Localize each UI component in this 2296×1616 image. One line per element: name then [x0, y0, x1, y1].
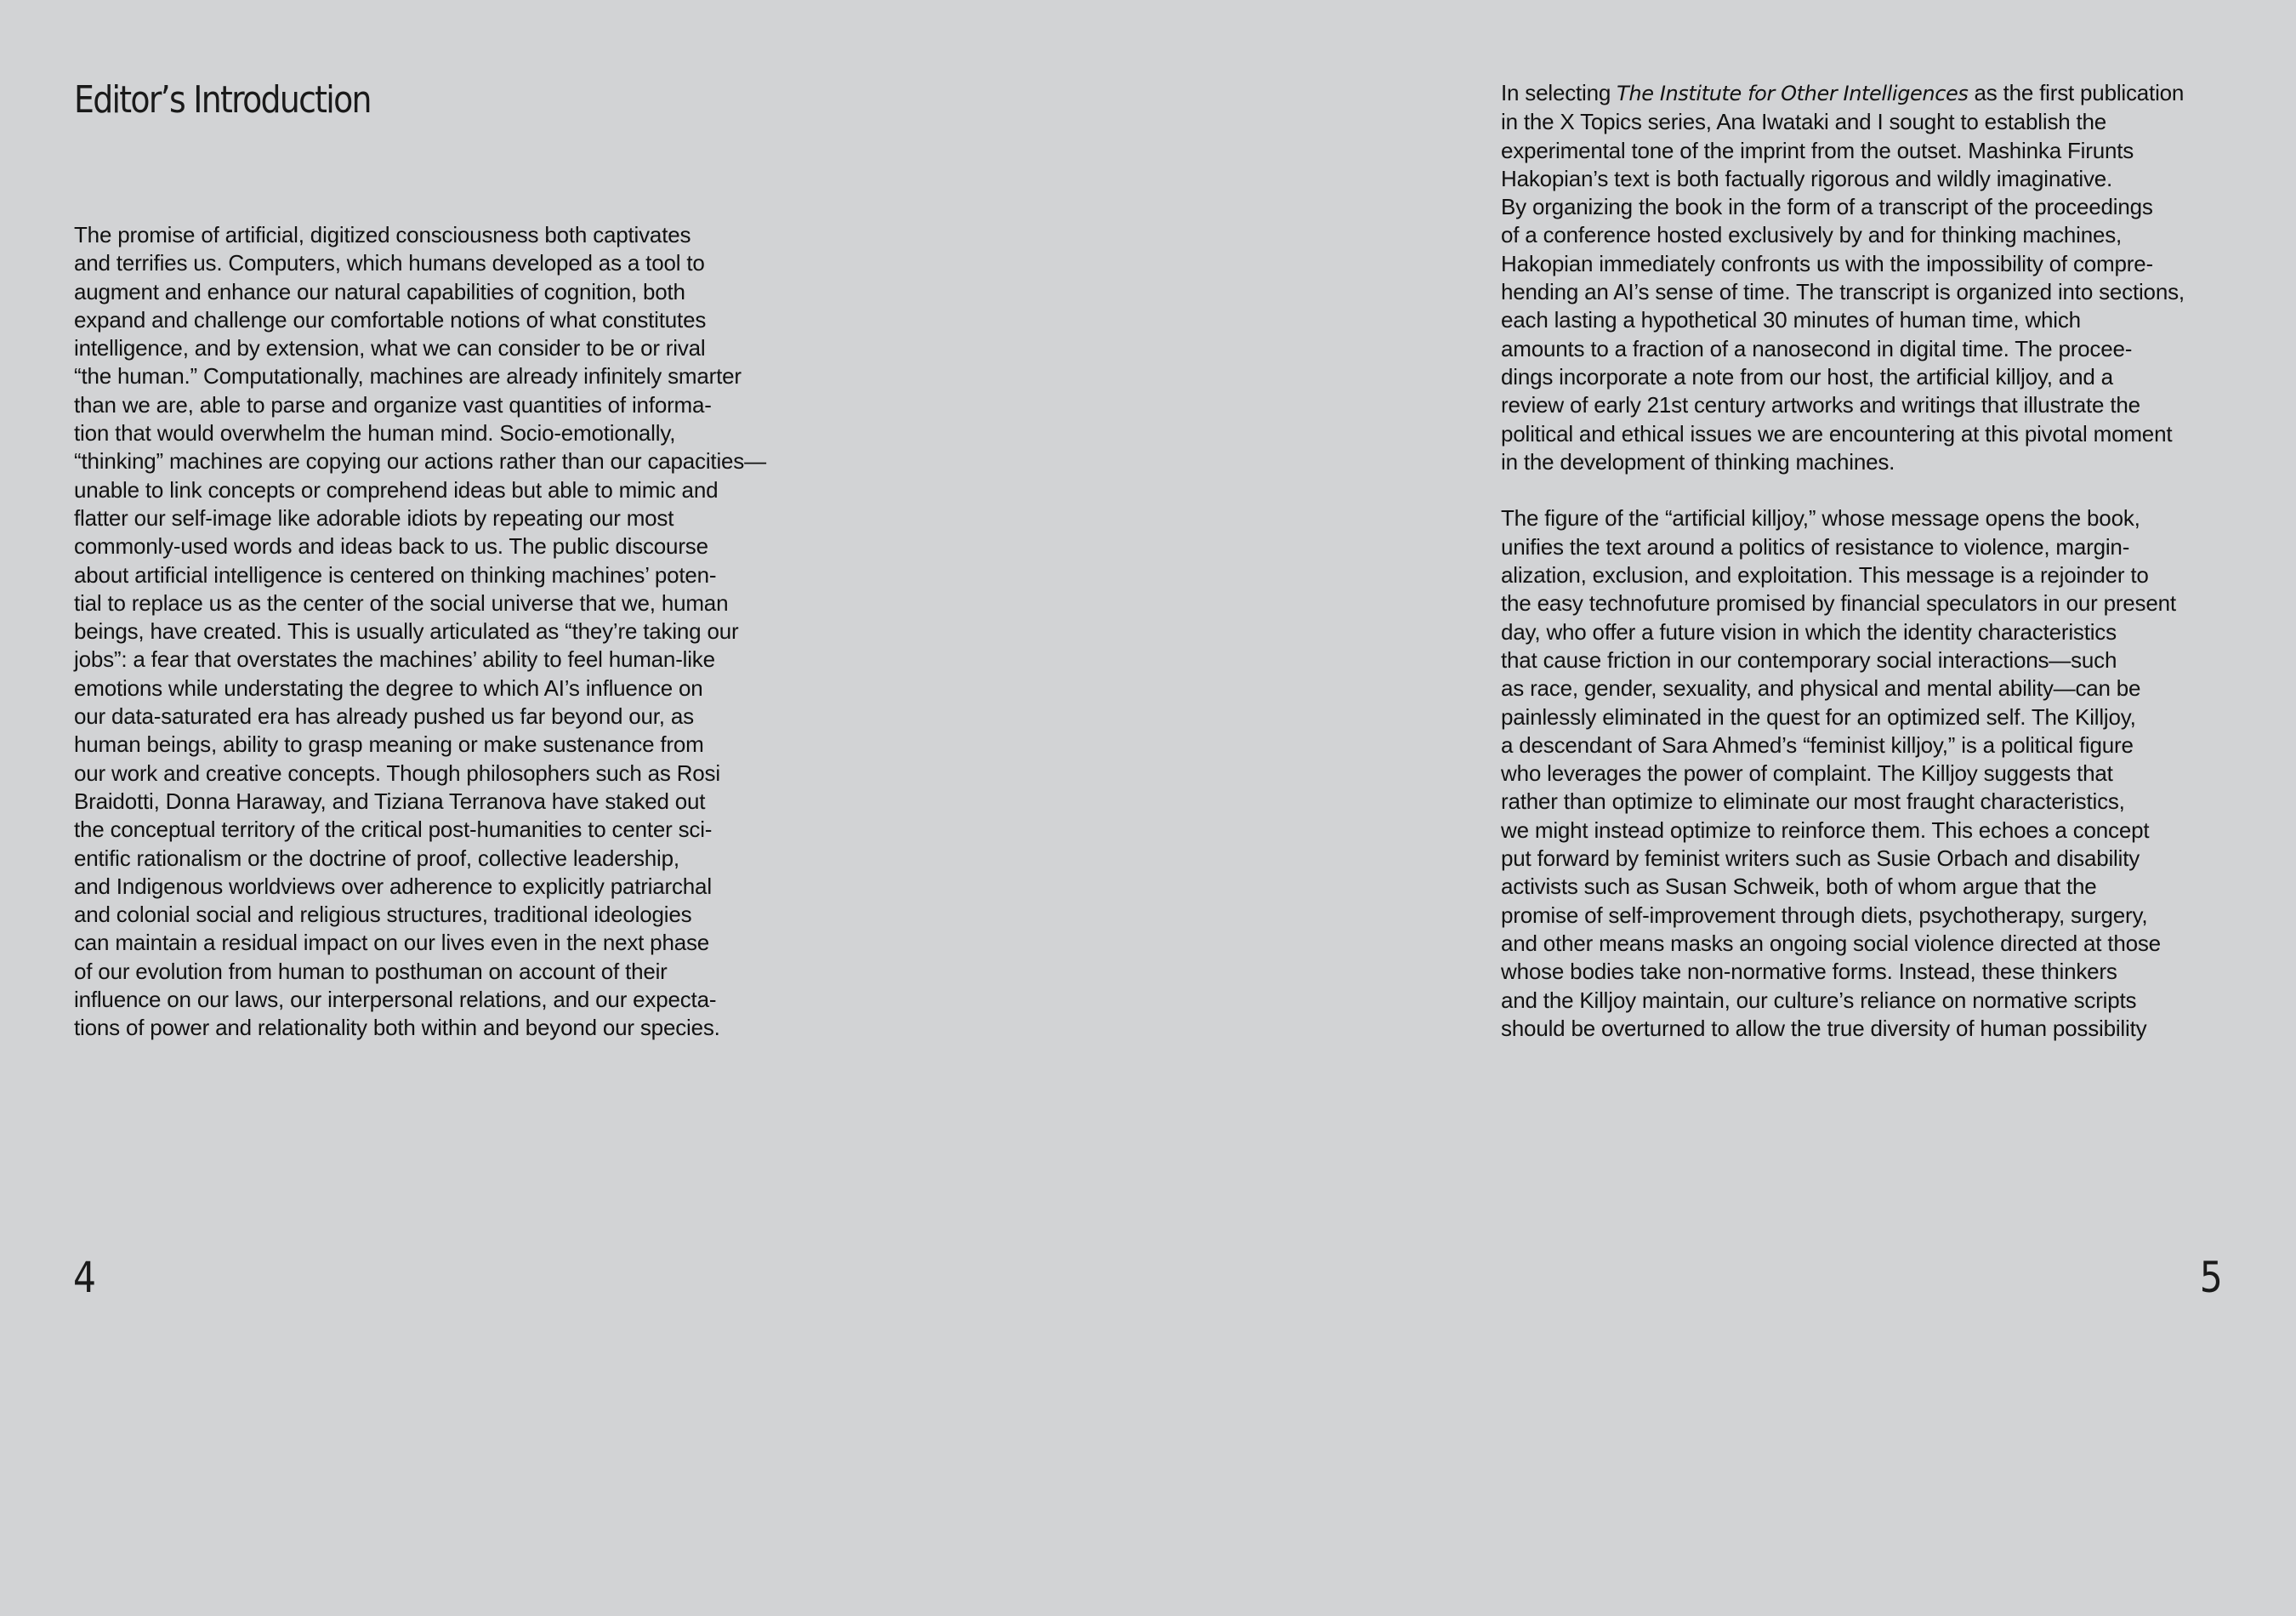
- text-line: and the Killjoy maintain, our culture’s reliance on normative scripts: [1501, 987, 2137, 1013]
- text-line: entific rationalism or the doctrine of proof, collective leadership,: [74, 845, 679, 871]
- text-line: “thinking” machines are copying our actions rather than our capacities—: [74, 448, 766, 475]
- text-line: jobs”: a fear that overstates the machines’ ability to feel human-like: [74, 646, 715, 673]
- text-line: rather than optimize to eliminate our most fraught characteristics,: [1501, 788, 2125, 815]
- text-line: The promise of artificial, digitized consciousness both captivates: [74, 222, 691, 248]
- text-line: emotions while understating the degree to which AI’s influence on: [74, 674, 703, 701]
- text-line: than we are, able to parse and organize vast quantities of informa-: [74, 391, 712, 418]
- text-line: flatter our self-image like adorable idiots by repeating our most: [74, 504, 674, 531]
- paragraph: [1501, 504, 2220, 1043]
- text-line: in the development of thinking machines.: [1501, 448, 1895, 475]
- text-line: human beings, ability to grasp meaning or make sustenance from: [74, 731, 704, 758]
- text-line: as race, gender, sexuality, and physical and mental ability—can be: [1501, 675, 2141, 702]
- text-line: By organizing the book in the form of a transcript of the proceedings: [1501, 194, 2153, 220]
- page-number-right: 5: [2199, 1253, 2223, 1302]
- text-line: amounts to a fraction of a nanosecond in digital time. The procee-: [1501, 335, 2133, 361]
- text-line: and colonial social and religious structures, traditional ideologies: [74, 902, 692, 928]
- text-line: tion that would overwhelm the human mind. Socio-emotionally,: [74, 420, 676, 447]
- text-line: in the X Topics series, Ana Iwataki and I sought to establish the: [1501, 109, 2107, 135]
- text-line: about artificial intelligence is centered on thinking machines’ poten-: [74, 561, 717, 588]
- paragraph: [1501, 79, 2220, 476]
- text-line: promise of self-improvement through diets, psychotherapy, surgery,: [1501, 902, 2148, 928]
- text-line: that cause friction in our contemporary social interactions—such: [1501, 646, 2117, 673]
- right-page: [1148, 0, 2296, 1616]
- text-line: Hakopian’s text is both factually rigorous and wildly imaginative.: [1501, 165, 2113, 191]
- text-line: and terrifies us. Computers, which humans developed as a tool to: [74, 250, 705, 276]
- text-line: our data-saturated era has already pushed us far beyond our, as: [74, 703, 694, 730]
- text-line: can maintain a residual impact on our lives even in the next phase: [74, 930, 710, 956]
- text-line: intelligence, and by extension, what we can consider to be or rival: [74, 335, 706, 361]
- text-line: alization, exclusion, and exploitation. This message is a rejoinder to: [1501, 562, 2149, 589]
- right-body-text: [1501, 79, 2220, 1043]
- text-line: unable to link concepts or comprehend ideas but able to mimic and: [74, 476, 719, 503]
- text-line: a descendant of Sara Ahmed’s “feminist killjoy,” is a political figure: [1501, 731, 2134, 758]
- text-line: the conceptual territory of the critical post-humanities to center sci-: [74, 817, 713, 843]
- text-line: day, who offer a future vision in which the identity characteristics: [1501, 618, 2117, 645]
- text-line: expand and challenge our comfortable notions of what constitutes: [74, 306, 707, 333]
- text-line: our work and creative concepts. Though philosophers such as Rosi: [74, 760, 720, 786]
- text-line: experimental tone of the imprint from the outset. Mashinka Firunts: [1501, 137, 2134, 163]
- text-line: dings incorporate a note from our host, the artificial killjoy, and a: [1501, 363, 2113, 390]
- text-run: In selecting: [1501, 80, 1617, 105]
- text-line: beings, have created. This is usually articulated as “they’re taking our: [74, 618, 739, 645]
- text-line: should be overturned to allow the true diversity of human possibility: [1501, 1015, 2147, 1041]
- text-run: as the first publication: [1968, 80, 2185, 105]
- text-line: tions of power and relationality both within and beyond our species.: [74, 1015, 720, 1041]
- text-line: augment and enhance our natural capabilities of cognition, both: [74, 278, 685, 304]
- text-line: each lasting a hypothetical 30 minutes of human time, which: [1501, 307, 2081, 333]
- book-title: The Institute for Other Intelligences: [1617, 82, 1969, 105]
- text-line: tial to replace us as the center of the social universe that we, human: [74, 589, 729, 616]
- text-line: political and ethical issues we are encountering at this pivotal moment: [1501, 420, 2173, 447]
- text-line: who leverages the power of complaint. The Killjoy suggests that: [1501, 760, 2113, 787]
- text-line: influence on our laws, our interpersonal relations, and our expecta-: [74, 987, 717, 1013]
- paragraph: [74, 221, 793, 1043]
- text-line: whose bodies take non-normative forms. Instead, these thinkers: [1501, 959, 2117, 985]
- text-line: unifies the text around a politics of resistance to violence, margin-: [1501, 533, 2130, 560]
- text-line: Hakopian immediately confronts us with the impossibility of compre-: [1501, 250, 2153, 276]
- text-line: and Indigenous worldviews over adherence to explicitly patriarchal: [74, 873, 712, 899]
- text-line: review of early 21st century artworks and writings that illustrate the: [1501, 392, 2140, 418]
- text-line: hending an AI’s sense of time. The transcript is organized into sections,: [1501, 279, 2185, 305]
- text-line: the easy technofuture promised by financial speculators in our present: [1501, 590, 2176, 617]
- text-line: [1501, 79, 2220, 108]
- text-line: put forward by feminist writers such as Susie Orbach and disability: [1501, 845, 2140, 872]
- text-line: we might instead optimize to reinforce them. This echoes a concept: [1501, 817, 2150, 843]
- text-line: Braidotti, Donna Haraway, and Tiziana Terranova have staked out: [74, 788, 706, 814]
- text-line: and other means masks an ongoing social violence directed at those: [1501, 930, 2161, 956]
- text-line: of our evolution from human to posthuman on account of their: [74, 958, 668, 984]
- text-line: commonly-used words and ideas back to us. The public discourse: [74, 533, 708, 560]
- text-line: “the human.” Computationally, machines are already infinitely smarter: [74, 363, 742, 390]
- text-line: of a conference hosted exclusively by and for thinking machines,: [1501, 222, 2123, 248]
- text-line: painlessly eliminated in the quest for an optimized self. The Killjoy,: [1501, 703, 2136, 730]
- text-line: The figure of the “artificial killjoy,” whose message opens the book,: [1501, 505, 2140, 532]
- left-body-text: [74, 221, 793, 1043]
- text-line: activists such as Susan Schweik, both of whom argue that the: [1501, 873, 2097, 900]
- chapter-title: Editor’s Introduction: [74, 78, 371, 122]
- page-number-left: 4: [73, 1253, 97, 1302]
